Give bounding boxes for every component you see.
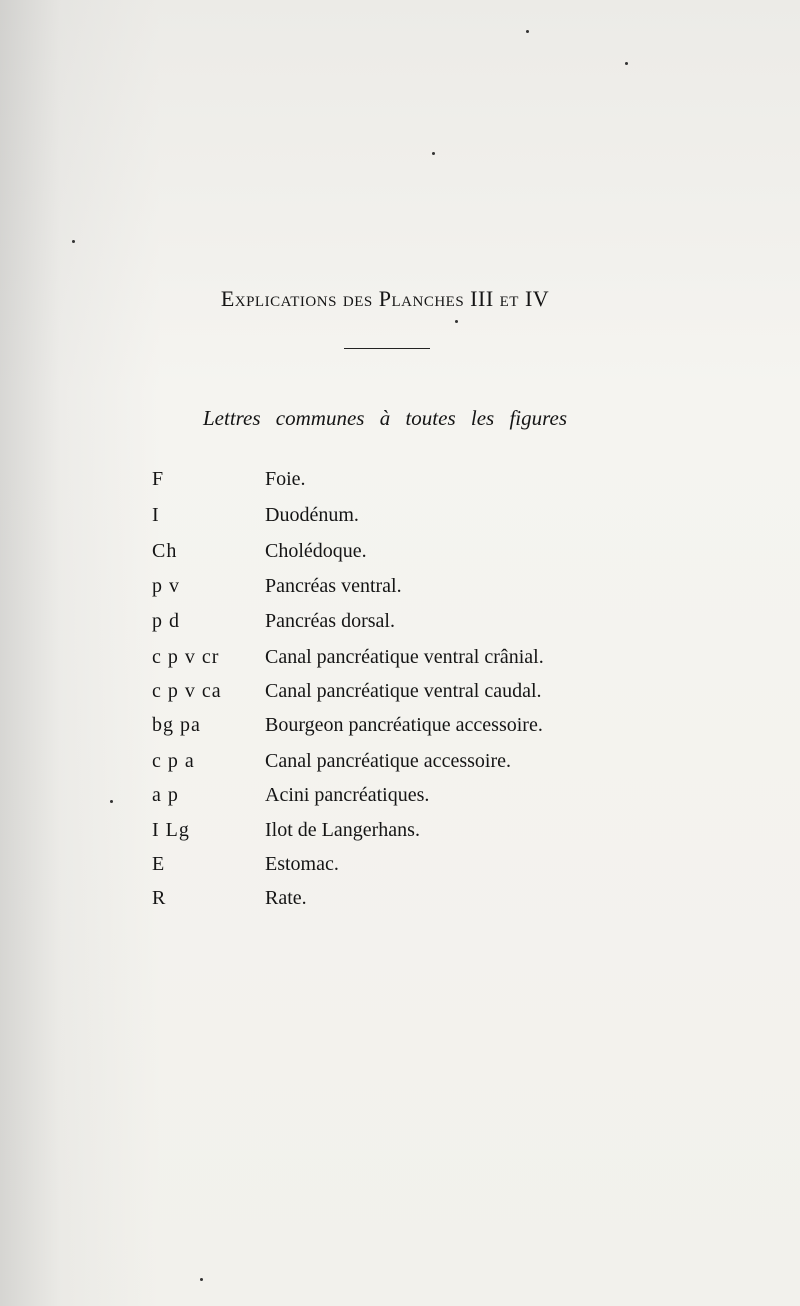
legend-abbreviation: p v: [152, 575, 180, 597]
legend-description: Estomac.: [265, 853, 339, 875]
legend-abbreviation: c p v cr: [152, 646, 220, 668]
legend-description: Acini pancréatiques.: [265, 784, 430, 806]
legend-row: [0, 680, 800, 714]
legend-row: [0, 504, 800, 538]
legend-description: Cholédoque.: [265, 540, 367, 562]
legend-description: Pancréas ventral.: [265, 575, 402, 597]
legend-abbreviation: p d: [152, 610, 180, 632]
legend-row: [0, 468, 800, 502]
legend-row: [0, 610, 800, 644]
legend-abbreviation: I Lg: [152, 819, 190, 841]
scan-speck: [432, 152, 435, 155]
scan-speck: [625, 62, 628, 65]
scan-speck: [455, 320, 458, 323]
page-title: Explications des Planches III et IV: [220, 286, 550, 311]
legend-row: [0, 750, 800, 784]
legend-row: [0, 784, 800, 818]
legend-abbreviation: F: [152, 468, 165, 490]
legend-row: [0, 887, 800, 921]
legend-description: Ilot de Langerhans.: [265, 819, 420, 841]
legend-description: Canal pancréatique ventral crânial.: [265, 646, 544, 668]
legend-abbreviation: bg pa: [152, 714, 201, 736]
legend-row: [0, 819, 800, 853]
legend-abbreviation: c p v ca: [152, 680, 222, 702]
legend-abbreviation: c p a: [152, 750, 195, 772]
legend-abbreviation: a p: [152, 784, 179, 806]
legend-description: Bourgeon pancréatique accessoire.: [265, 714, 543, 736]
title-rule: [344, 348, 430, 349]
legend-abbreviation: Ch: [152, 540, 178, 562]
legend-description: Canal pancréatique accessoire.: [265, 750, 511, 772]
legend-row: [0, 575, 800, 609]
legend-abbreviation: R: [152, 887, 167, 909]
bleed-through-decoration: [60, 215, 710, 236]
legend-description: Duodénum.: [265, 504, 359, 526]
legend-abbreviation: E: [152, 853, 166, 875]
legend-row: [0, 540, 800, 574]
legend-row: [0, 853, 800, 887]
legend-abbreviation: I: [152, 504, 160, 526]
legend-row: [0, 646, 800, 680]
scan-speck: [110, 800, 113, 803]
legend-description: Foie.: [265, 468, 306, 490]
scan-speck: [200, 1278, 203, 1281]
legend-description: Canal pancréatique ventral caudal.: [265, 680, 542, 702]
legend-description: Pancréas dorsal.: [265, 610, 395, 632]
scan-speck: [72, 240, 75, 243]
legend-description: Rate.: [265, 887, 307, 909]
legend-subtitle: Lettres communes à toutes les figures: [203, 406, 567, 430]
scan-speck: [526, 30, 529, 33]
legend-row: [0, 714, 800, 748]
